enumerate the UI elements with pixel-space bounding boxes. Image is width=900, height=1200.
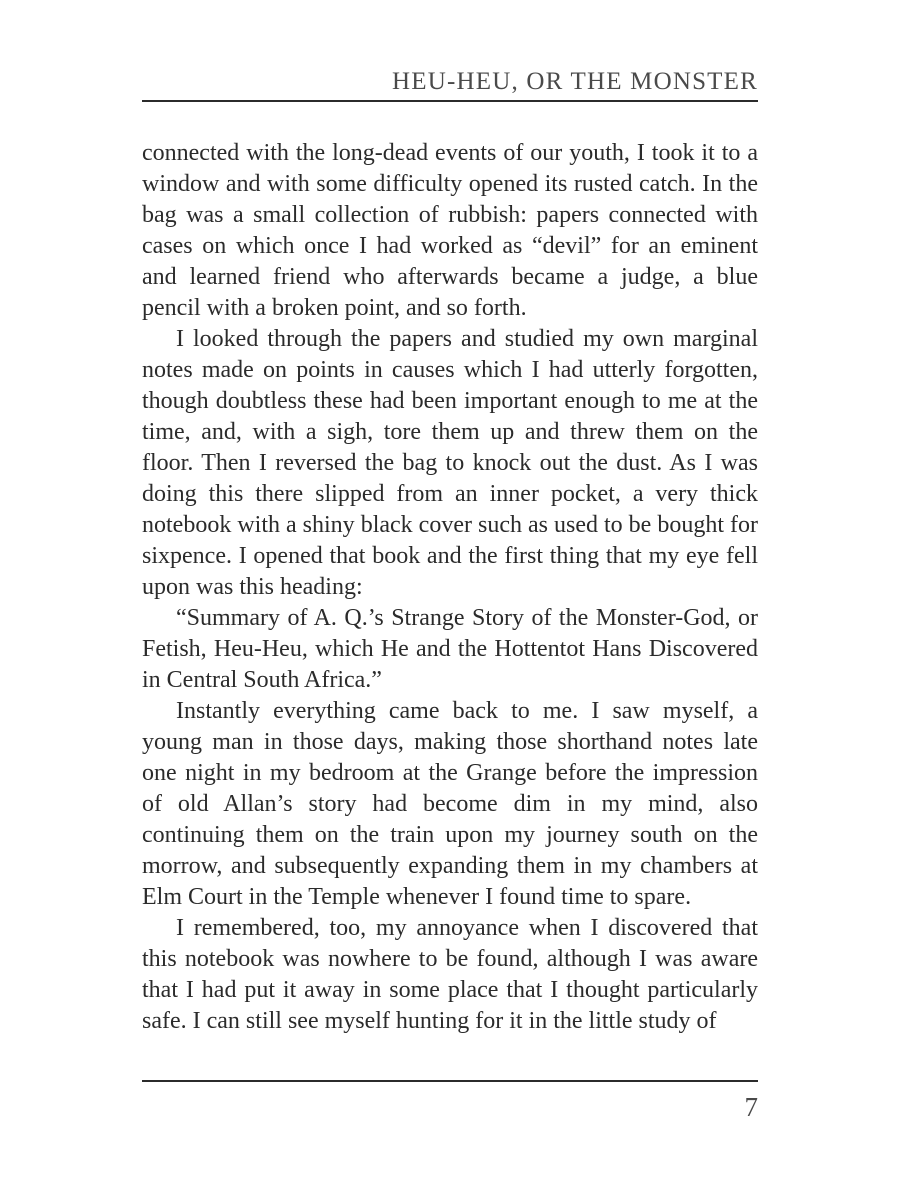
paragraph-3: “Summary of A. Q.’s Strange Story of the Monster-God, or Fetish, Heu-Heu, which He and the Hottentot Hans Discovered in Central South Africa.” [142,605,758,693]
paragraph-2: I looked through the papers and studied my own marginal notes made on points in causes which I had utterly forgotten, though doubtless these had been important enough to me at the time, and, with a sigh, tore them up and threw them on the floor. Then I reversed the bag to knock out the dust. As I was doing this there slipped from an inner pocket, a very thick notebook with a shiny black cover such as used to be bought for sixpence. I opened that book and the first thing that my eye fell upon was this heading: [142,326,758,600]
paragraph-5: I remembered, too, my annoyance when I discovered that this notebook was nowhere to be found, although I was aware that I had put it away in some place that I thought particularly safe. I can still see myself hunting for it in the little study of [142,915,758,1034]
footer-rule [142,1080,758,1082]
page-number: 7 [744,1092,758,1122]
header-rule [142,100,758,102]
running-head-title: HEU-HEU, OR THE MONSTER [391,68,758,95]
paragraph-4: Instantly everything came back to me. I saw myself, a young man in those days, making those shorthand notes late one night in my bedroom at the Grange before the impression of old Allan’s story had become dim in my mind, also continuing them on the train upon my journey south on the morrow, and subsequently expanding them in my chambers at Elm Court in the Temple whenever I found time to spare. [142,698,758,910]
body-text [142,138,758,1037]
paragraph-1: connected with the long-dead events of our youth, I took it to a window and with some difficulty opened its rusted catch. In the bag was a small collection of rubbish: papers connected with cases on which once I had worked as “devil” for an eminent and learned friend who afterwards became a judge, a blue pencil with a broken point, and so forth. [142,140,758,321]
